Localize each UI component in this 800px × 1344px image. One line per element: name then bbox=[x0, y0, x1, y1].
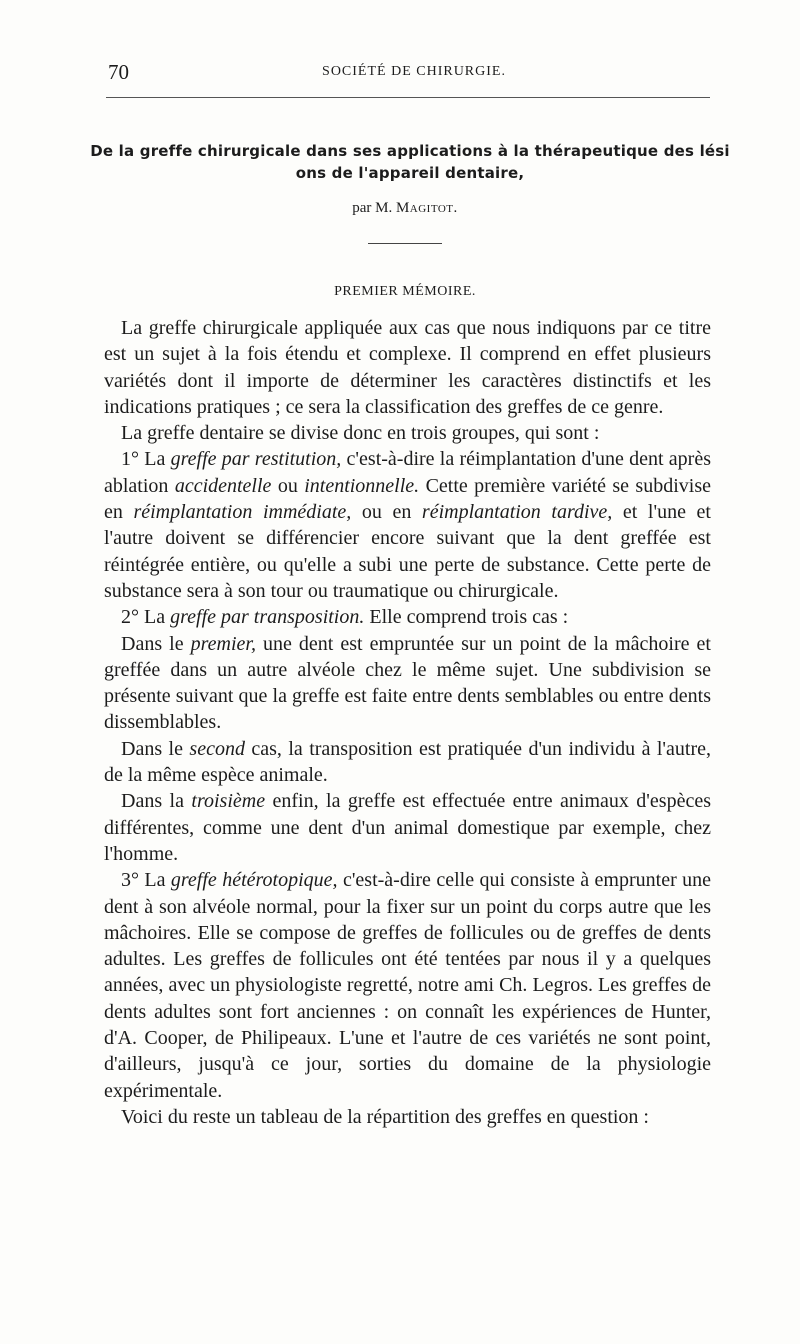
paragraph-heterotopic: 3° La greffe hétérotopique, c'est-à-dire celle qui consiste à emprunter une dent à son alvéole normal, pour la fixer sur un point du corps autre que les mâchoires. Elle se compose de greffes de follicules ou de greffes de dents adultes. Les greffes de follicules ont été tentées par nous il y a quelques années, avec un physiologiste regretté, notre ami Ch. Legros. Les greffes de dents adultes sont fort anciennes : on connaît les expériences de Hunter, d'A. Cooper, de Philipeaux. L'une et l'autre de ces variétés ne sont point, d'ailleurs, jusqu'à ce jour, sorties du domaine de la physiologie expérimentale. bbox=[104, 869, 711, 1102]
byline-prefix: par M. bbox=[352, 200, 393, 216]
page-number: 70 bbox=[108, 60, 129, 84]
paragraph-first-case: Dans le premier, une dent est empruntée sur un point de la mâchoire et greffée dans un autre alvéole chez le même sujet. Une subdivision se présente suivant que la greffe est faite entre dents semblables ou entre dents dissemblables. bbox=[104, 632, 711, 734]
paragraph-restitution: 1° La greffe par restitution, c'est-à-dire la réimplantation d'une dent après ablation accidentelle ou intentionnelle. Cette première variété se subdivise en réimplantation immédiate, ou en réimplantation tardive, et l'une et l'autre doivent se différencier encore suivant que la dent greffée est réintégrée entière, ou qu'elle a subi une perte de substance. Cette perte de substance sera à son tour ou traumatique ou chirurgicale. bbox=[104, 448, 711, 602]
article-body bbox=[104, 315, 711, 1130]
article-title: De la greffe chirurgicale dans ses applications à la thérapeutique des lési ons de l'appareil dentaire, bbox=[90, 142, 730, 182]
paragraph-second-case: Dans le second cas, la transposition est pratiquée d'un individu à l'autre, de la même espèce animale. bbox=[104, 737, 712, 787]
author-name: Magitot. bbox=[395, 200, 458, 216]
paragraph-transposition: 2° La greffe par transposition. Elle comprend trois cas : bbox=[121, 606, 569, 629]
paragraph-groups: La greffe dentaire se divise donc en trois groupes, qui sont : bbox=[121, 422, 600, 445]
header-rule bbox=[106, 97, 710, 98]
section-title: PREMIER MÉMOIRE. bbox=[334, 284, 476, 299]
paragraph-intro: La greffe chirurgicale appliquée aux cas que nous indiquons par ce titre est un sujet à la fois étendu et complexe. Il comprend en effet plusieurs variétés dont il importe de déterminer les caractères distinctifs et les indications pratiques ; ce sera la classification des greffes de ce genre. bbox=[104, 317, 711, 418]
paragraph-third-case: Dans la troisième enfin, la greffe est effectuée entre animaux d'espèces différentes, comme une dent d'un animal domestique par exemple, chez l'homme. bbox=[104, 790, 711, 865]
byline bbox=[0, 200, 800, 217]
title-separator-rule bbox=[368, 243, 442, 244]
paragraph-table-intro: Voici du reste un tableau de la répartition des greffes en question : bbox=[121, 1105, 649, 1128]
running-head: SOCIÉTÉ DE CHIRURGIE. bbox=[322, 64, 506, 79]
